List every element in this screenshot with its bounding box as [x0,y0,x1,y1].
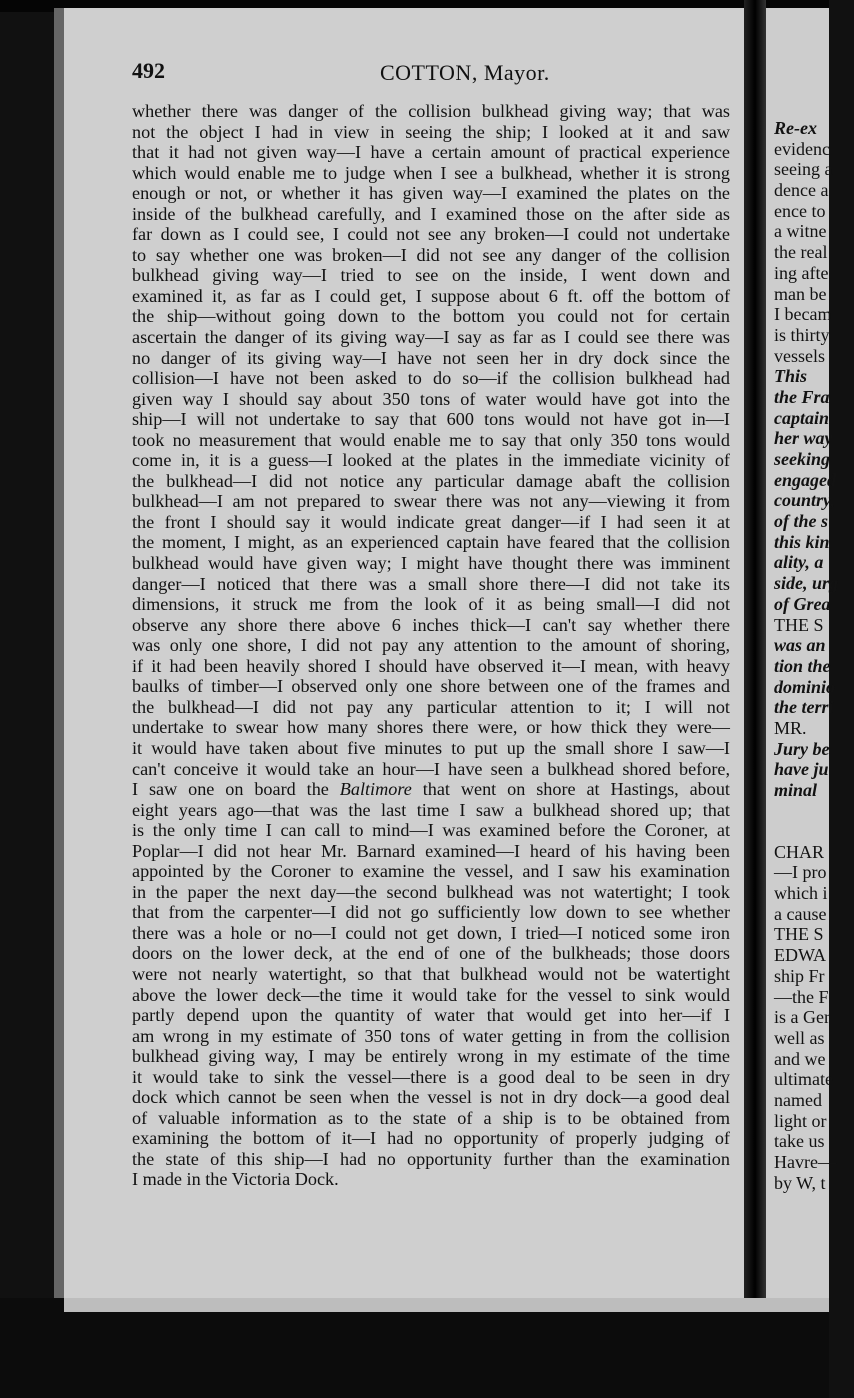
text-line: bulkhead—I am not prepared to swear there was not any—viewing it from [132,491,730,512]
right-page-fragment: ultimate [774,1069,833,1090]
right-page-fragment: Jury be [774,738,830,759]
text-line: eight years ago—that was the last time I saw a bulkhead shored up; that [132,799,730,820]
right-page-fragment: Havre— [774,1152,836,1172]
text-line: the bulkhead—I did not notice any particular damage abaft the collision [132,470,730,491]
right-page-fragment: dence a [774,180,829,201]
right-page-fragment: minal [774,780,818,800]
text-line: whether there was danger of the collision bulkhead giving way; that was [132,101,730,121]
text-line: the bulkhead—I did not pay any particular attention to it; I will not [132,696,730,717]
text-line: in the paper the next day—the second bulkhead was not watertight; I took [132,881,730,902]
text-line: observe any shore there above 6 inches thick—I can't say whether there [132,614,730,635]
text-line: ship—I will not undertake to say that 600 tons would not have got in—I [132,409,730,430]
right-page-fragment: —the F [774,986,829,1007]
right-page-fragment: man be [774,283,827,304]
text-line: not the object I had in view in seeing the ship; I looked at it and saw [132,121,730,142]
page-number: 492 [132,58,165,83]
text-line: the front I should say it would indicate great danger—if I had seen it at [132,511,730,532]
right-page-fragment: THE S [774,924,824,945]
right-page-fragment: named [774,1089,822,1110]
text-line: appointed by the Coroner to examine the vessel, and I saw his examination [132,861,730,882]
right-page-fragment: seeing a [774,159,833,180]
scan-background [0,1298,829,1398]
right-page-fragment: was an [774,635,826,656]
text-line: baulks of timber—I observed only one shore between one of the frames and [132,676,730,697]
right-page-fragment: country, [774,490,835,511]
text-line: I saw one on board the Baltimore that went on shore at Hastings, about [132,779,730,800]
right-page-fragment: take us [774,1131,825,1152]
text-line: bulkhead giving way, I may be entirely wrong in my estimate of the time [132,1046,730,1067]
testimony-text [132,101,730,1190]
text-line: were not nearly watertight, so that that bulkhead would not be watertight [132,963,730,984]
text-line: that it had not given way—I have a certain amount of practical experience [132,142,730,163]
right-page-fragment: Re-ex [774,118,817,138]
page-edge-shadow [54,8,64,1298]
right-page-fragment: a witne [774,221,827,242]
text-line: that from the carpenter—I did not go sufficiently low down to see whether [132,902,730,923]
right-page-fragment: of Grea [774,593,831,614]
right-page-fragment: ality, a [774,552,824,573]
right-page-fragment: this kin [774,531,830,552]
book-gutter [744,0,766,1300]
text-line: danger—I noticed that there was a small shore there—I did not take its [132,573,730,594]
right-page-fragment [774,801,854,842]
right-page-fragment: CHAR [774,841,825,862]
right-page-fragment: her way [774,428,833,449]
right-page-fragment: which i [774,883,828,904]
right-page-fragment: seeking [774,449,830,469]
text-line: examined it, as far as I could get, I suppose about 6 ft. off the bottom of [132,285,730,306]
right-page-fragment: the terri [774,697,834,718]
right-page-fragment: of the s [774,511,828,532]
text-line: doors on the lower deck, at the end of one of the bulkheads; those doors [132,943,730,964]
text-line: it would take to sink the vessel—there is a good deal to be seen in dry [132,1066,730,1087]
right-page-fragment: the Fra [774,386,830,407]
text-line: the moment, I might, as an experienced captain have feared that the collision [132,532,730,553]
right-page-fragment: ence to [774,200,826,221]
right-page [766,8,839,1298]
right-page-fragment: —I pro [774,862,827,883]
right-page-fragment: is a Ger [774,1007,830,1028]
text-line: dimensions, it struck me from the look of it as being small—I did not [132,594,730,615]
text-line: am wrong in my estimate of 350 tons of water getting in from the collision [132,1025,730,1046]
text-line: of valuable information as to the state of a ship is to be obtained from [132,1107,730,1128]
text-line: can't conceive it would take an hour—I have seen a bulkhead shored before, [132,758,730,779]
text-line: above the lower deck—the time it would take for the vessel to sink would [132,984,730,1005]
text-line: the ship—without going down to the bottom you could not for certain [132,306,730,327]
right-page-fragment: and we [774,1048,826,1069]
right-page-fragment: captain [774,407,830,428]
right-page-fragment: light or [774,1110,827,1131]
text-line: collision—I have not been asked to do so—if the collision bulkhead had [132,368,730,389]
text-line: far down as I could see, I could not see any broken—I could not undertake [132,224,730,245]
text-line: partly depend upon the quantity of water that would get into her—if I [132,1005,730,1026]
text-line: to say whether one was broken—I did not see any danger of the collision [132,244,730,265]
right-page-fragment: is thirty [774,324,830,345]
text-line: undertake to swear how many shores there were, or how thick they were— [132,717,730,738]
text-line: Poplar—I did not hear Mr. Barnard examined—I heard of his having been [132,840,730,861]
text-line: no danger of its giving way—I have not seen her in dry dock since the [132,347,730,368]
right-page-fragment: engaged [774,469,836,490]
right-page-fragment: dominio [774,676,836,697]
right-page-fragment: have ju [774,759,829,780]
page-bottom-edge [64,1298,829,1312]
right-page-fragment: side, urg [774,573,839,594]
right-page-fragment: ship Fr [774,965,825,986]
text-line: given way I should say about 350 tons of water would have got into the [132,388,730,409]
right-page-fragment: the real [774,242,828,263]
text-line: there was a hole or no—I could not get down, I tried—I noticed some iron [132,922,730,943]
running-head [72,58,712,88]
right-page-fragment: MR. [774,717,807,738]
text-line: I made in the Victoria Dock. [132,1169,339,1190]
right-page-fragment: tion the [774,655,831,676]
right-page-fragment: I becam [774,304,832,325]
right-page-fragment: This [774,366,808,387]
right-page-fragment: well as [774,1027,825,1048]
right-page-fragment: EDWA [774,945,826,966]
text-line: dock which cannot be seen when the vessel is not in dry dock—a good deal [132,1087,730,1108]
text-line: bulkhead would have given way; I might have thought there was imminent [132,553,730,574]
text-line: inside of the bulkhead carefully, and I examined those on the after side as [132,203,730,224]
text-line: which would enable me to judge when I see a bulkhead, whether it is strong [132,162,730,183]
text-line: bulkhead giving way—I tried to see on the inside, I went down and [132,265,730,286]
text-line: enough or not, or whether it has given way—I examined the plates on the [132,183,730,204]
text-line: is the only time I can call to mind—I was examined before the Coroner, at [132,820,730,841]
text-line: come in, it is a guess—I looked at the plates in the immediate vicinity of [132,450,730,471]
text-line: the state of this ship—I had no opportunity further than the examination [132,1148,730,1169]
text-line: was only one shore, I did not pay any attention to the amount of shoring, [132,635,730,656]
right-page-fragment: THE S [774,614,824,635]
right-page-fragment: by W, t [774,1172,826,1193]
right-page-fragment: a cause [774,903,827,924]
ship-name: Baltimore [339,779,412,800]
right-page-column [774,118,854,1193]
text-line: ascertain the danger of its giving way—I say as far as I could see there was [132,327,730,348]
text-line: it would have taken about five minutes to put up the small shore I saw—I [132,737,730,758]
right-page-fragment: ing afte [774,262,829,283]
right-page-fragment: vessels [774,345,825,366]
text-line: examining the bottom of it—I had no opportunity of properly judging of [132,1128,730,1149]
text-line: if it had been heavily shored I should have observed it—I mean, with heavy [132,655,730,676]
right-page-fragment: evidenc [774,138,830,159]
page-title: COTTON, Mayor. [380,60,550,85]
text-line: took no measurement that would enable me to say that only 350 tons would [132,429,730,450]
